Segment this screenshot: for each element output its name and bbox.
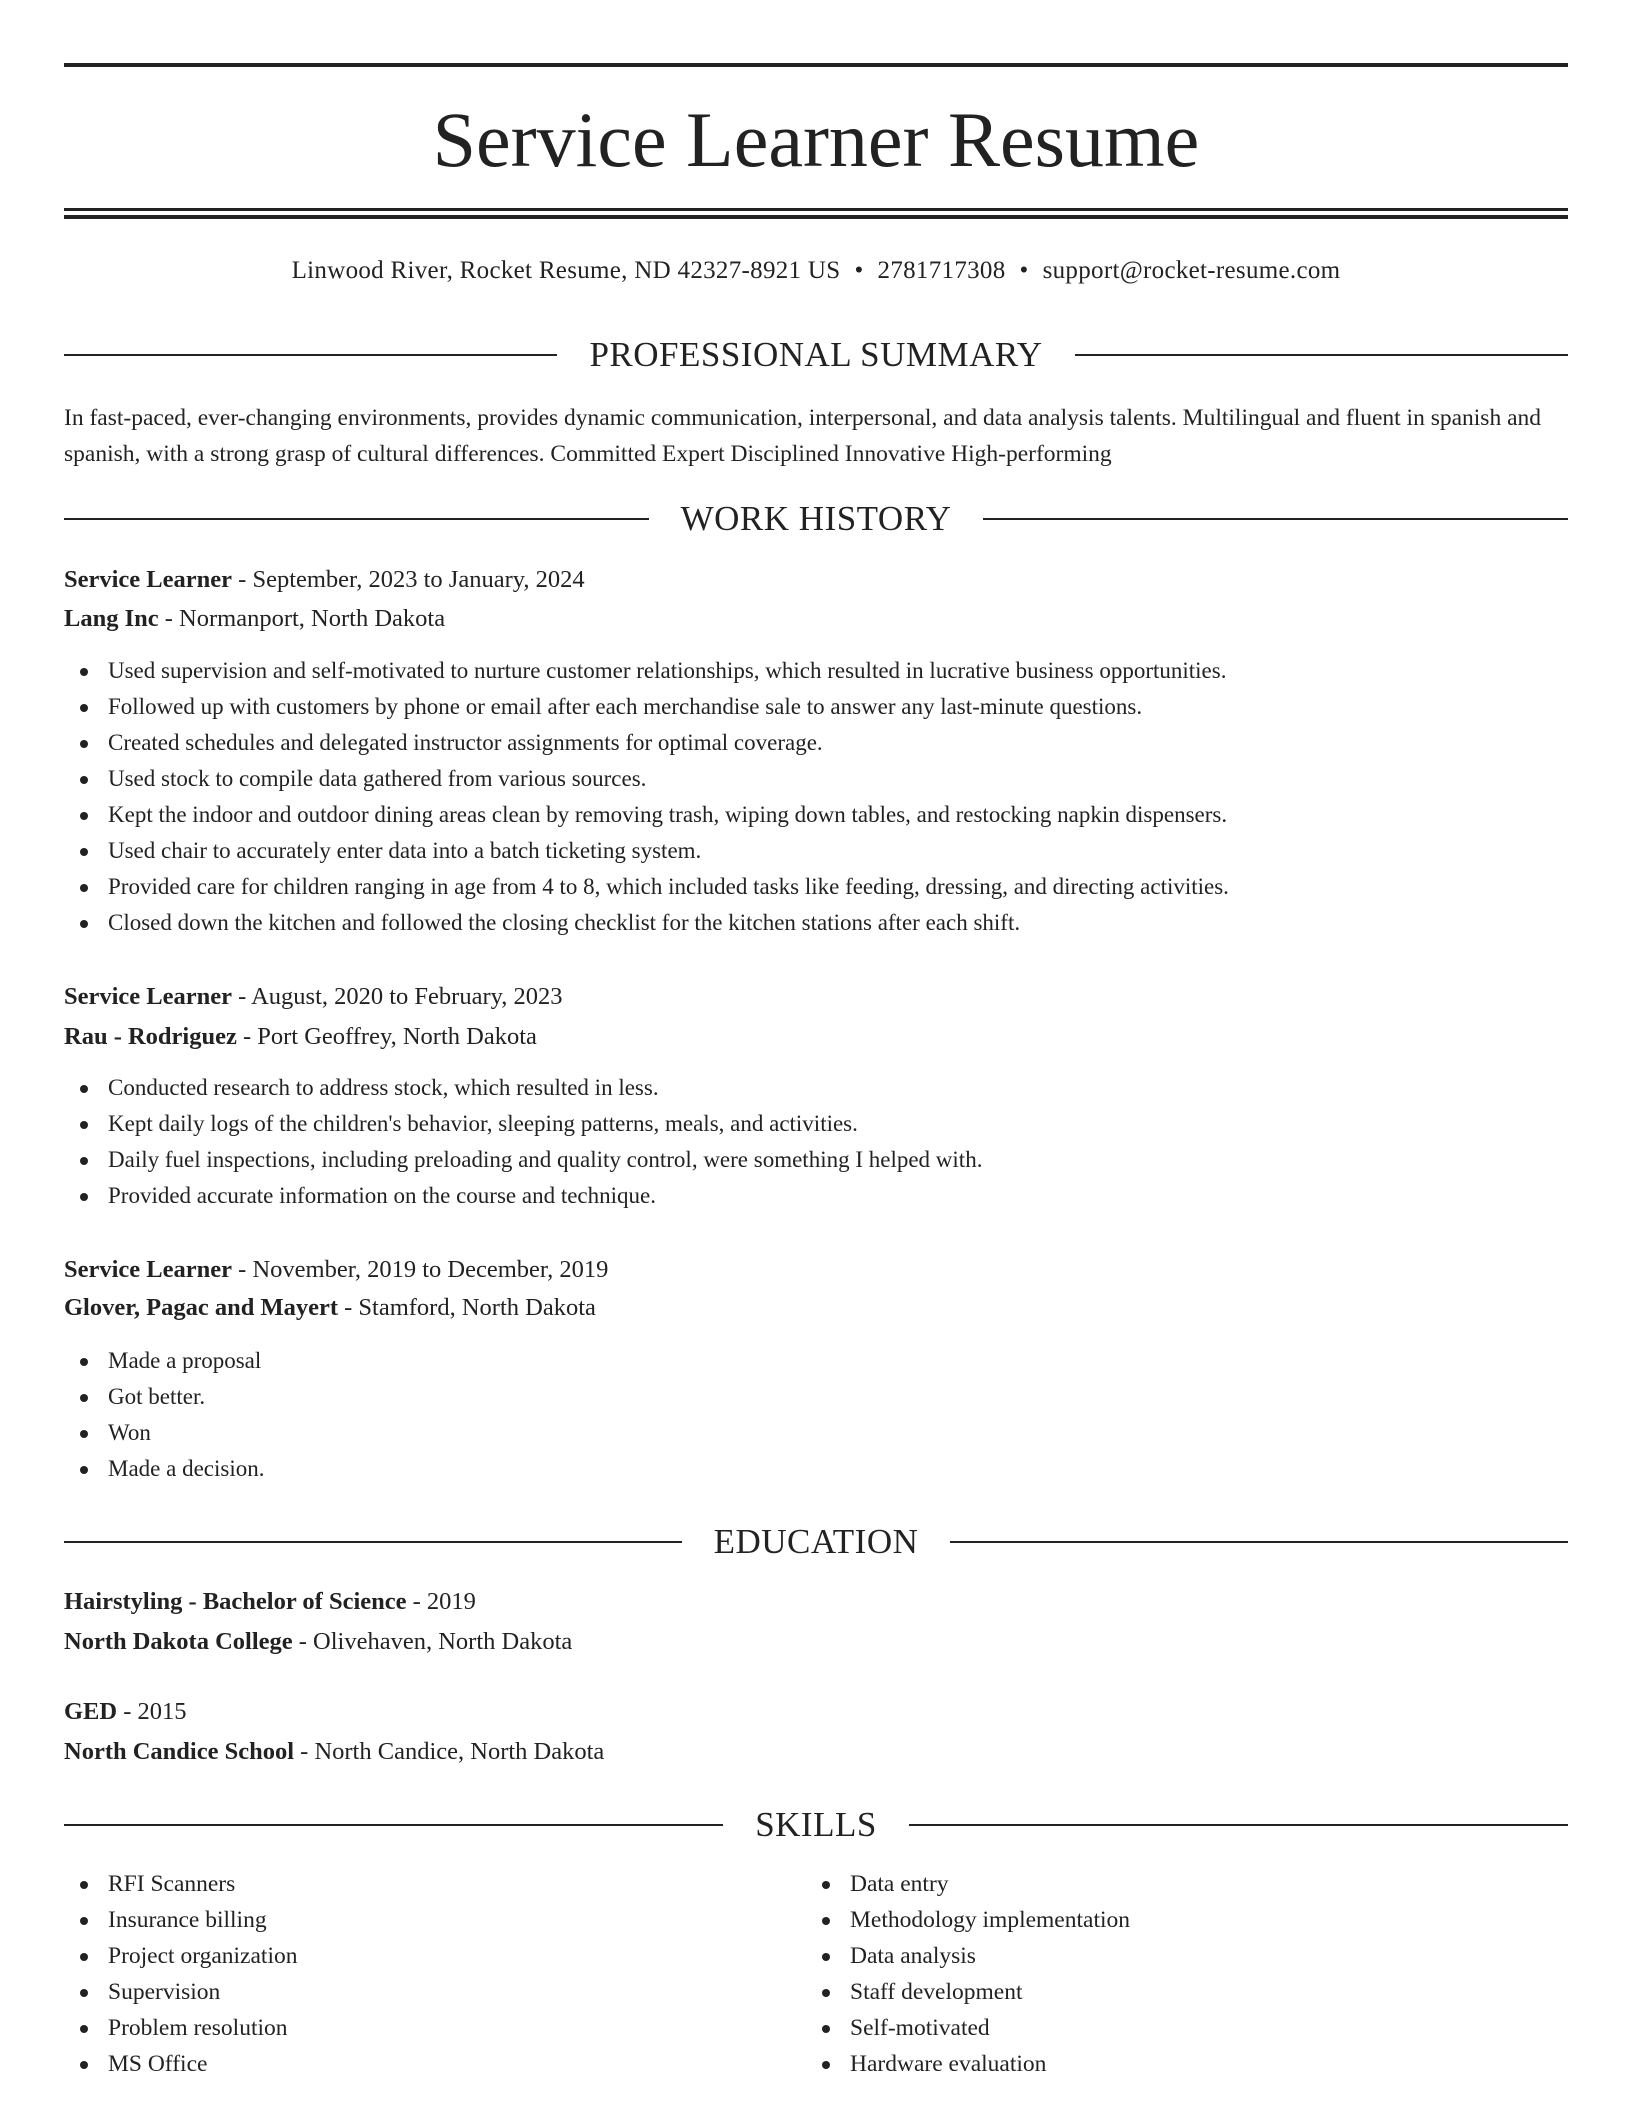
- skills-list-left: [64, 1866, 764, 2082]
- job-company: Glover, Pagac and Mayert: [64, 1294, 338, 1321]
- resume-title: Service Learner Resume: [432, 96, 1200, 183]
- job-dates: - November, 2019 to December, 2019: [232, 1256, 609, 1283]
- education-school-line: [64, 1732, 1568, 1772]
- education-school-line: [64, 1622, 1568, 1662]
- skill-item: Data entry: [806, 1866, 1506, 1902]
- section-rule: [64, 354, 557, 356]
- skill-item: Problem resolution: [64, 2010, 764, 2046]
- job-company: Rau - Rodriguez: [64, 1023, 237, 1050]
- list-item: Conducted research to address stock, which resulted in less.: [64, 1070, 1568, 1106]
- contact-line: [64, 253, 1568, 289]
- education-degree-line: [64, 1582, 1568, 1622]
- contact-phone: 2781717308: [877, 257, 1006, 284]
- section-header-skills: [64, 1803, 1568, 1847]
- list-item: Kept daily logs of the children's behavior, sleeping patterns, meals, and activities.: [64, 1106, 1568, 1142]
- job-title-line: [64, 977, 1568, 1017]
- job-location: - Port Geoffrey, North Dakota: [236, 1023, 537, 1050]
- education-school: North Candice School: [64, 1738, 295, 1765]
- skills-list-right: [806, 1866, 1506, 2082]
- job-dates: - August, 2020 to February, 2023: [232, 983, 563, 1010]
- list-item: Used stock to compile data gathered from various sources.: [64, 761, 1568, 797]
- job-company: Lang Inc: [64, 605, 159, 632]
- section-rule: [64, 1541, 682, 1543]
- contact-separator: •: [854, 257, 864, 284]
- section-rule: [64, 1824, 723, 1826]
- education-year: - 2015: [117, 1698, 187, 1725]
- top-rule: [64, 63, 1568, 67]
- skill-item: MS Office: [64, 2046, 764, 2082]
- list-item: Daily fuel inspections, including preloading and quality control, were something I helped with.: [64, 1142, 1568, 1178]
- list-item: Won: [64, 1415, 1568, 1451]
- section-title: PROFESSIONAL SUMMARY: [589, 335, 1043, 374]
- title-double-rule-upper: [64, 208, 1568, 211]
- education-year: - 2019: [406, 1588, 476, 1615]
- job-bullets: [64, 1070, 1568, 1214]
- section-rule: [64, 518, 649, 520]
- section-header-summary: [64, 333, 1568, 377]
- section-rule: [983, 518, 1568, 520]
- job-location: - Stamford, North Dakota: [338, 1294, 596, 1321]
- skill-item: RFI Scanners: [64, 1866, 764, 1902]
- list-item: Closed down the kitchen and followed the closing checklist for the kitchen stations after each shift.: [64, 905, 1568, 941]
- list-item: Made a decision.: [64, 1451, 1568, 1487]
- education-degree: Hairstyling - Bachelor of Science: [64, 1588, 407, 1615]
- section-rule: [909, 1824, 1568, 1826]
- list-item: Made a proposal: [64, 1343, 1568, 1379]
- education-location: - North Candice, North Dakota: [294, 1738, 605, 1765]
- section-rule: [950, 1541, 1568, 1543]
- section-header-work: [64, 497, 1568, 541]
- section-header-education: [64, 1520, 1568, 1564]
- list-item: Provided care for children ranging in age from 4 to 8, which included tasks like feeding, dressing, and directing activities.: [64, 869, 1568, 905]
- section-title: EDUCATION: [713, 1522, 919, 1561]
- job-dates: - September, 2023 to January, 2024: [232, 566, 585, 593]
- job-company-line: [64, 599, 1568, 639]
- job-location: - Normanport, North Dakota: [158, 605, 446, 632]
- contact-separator: •: [1019, 257, 1029, 284]
- job-bullets: [64, 1343, 1568, 1487]
- education-school: North Dakota College: [64, 1628, 293, 1655]
- section-rule: [1075, 354, 1568, 356]
- list-item: Got better.: [64, 1379, 1568, 1415]
- skill-item: Project organization: [64, 1938, 764, 1974]
- job-title-line: [64, 560, 1568, 600]
- list-item: Used supervision and self-motivated to nurture customer relationships, which resulted in lucrative business opportunities.: [64, 653, 1568, 689]
- job-company-line: [64, 1288, 1568, 1328]
- skill-item: Insurance billing: [64, 1902, 764, 1938]
- list-item: Provided accurate information on the course and technique.: [64, 1178, 1568, 1214]
- skill-item: Methodology implementation: [806, 1902, 1506, 1938]
- skill-item: Staff development: [806, 1974, 1506, 2010]
- section-title: WORK HISTORY: [680, 499, 952, 538]
- education-location: - Olivehaven, North Dakota: [292, 1628, 573, 1655]
- skill-item: Data analysis: [806, 1938, 1506, 1974]
- section-title: SKILLS: [755, 1805, 877, 1844]
- list-item: Used chair to accurately enter data into a batch ticketing system.: [64, 833, 1568, 869]
- list-item: Created schedules and delegated instructor assignments for optimal coverage.: [64, 725, 1568, 761]
- education-degree-line: [64, 1692, 1568, 1732]
- education-degree: GED: [64, 1698, 118, 1725]
- job-role: Service Learner: [64, 566, 233, 593]
- job-title-line: [64, 1250, 1568, 1290]
- skill-item: Supervision: [64, 1974, 764, 2010]
- job-role: Service Learner: [64, 1256, 233, 1283]
- job-company-line: [64, 1017, 1568, 1057]
- skill-item: Hardware evaluation: [806, 2046, 1506, 2082]
- job-bullets: [64, 653, 1568, 941]
- title-double-rule-lower: [64, 215, 1568, 219]
- summary-text: In fast-paced, ever-changing environments, provides dynamic communication, interpersonal, and data analysis talents. Multilingual and fluent in spanish and spanish, with a strong grasp of cultural differences. Committed Expert Disciplined Innovative High-performing: [64, 405, 1542, 467]
- skill-item: Self-motivated: [806, 2010, 1506, 2046]
- job-role: Service Learner: [64, 983, 233, 1010]
- contact-address: Linwood River, Rocket Resume, ND 42327-8921 US: [291, 257, 841, 284]
- contact-email: support@rocket-resume.com: [1042, 257, 1341, 284]
- list-item: Followed up with customers by phone or email after each merchandise sale to answer any last-minute questions.: [64, 689, 1568, 725]
- list-item: Kept the indoor and outdoor dining areas clean by removing trash, wiping down tables, and restocking napkin dispensers.: [64, 797, 1568, 833]
